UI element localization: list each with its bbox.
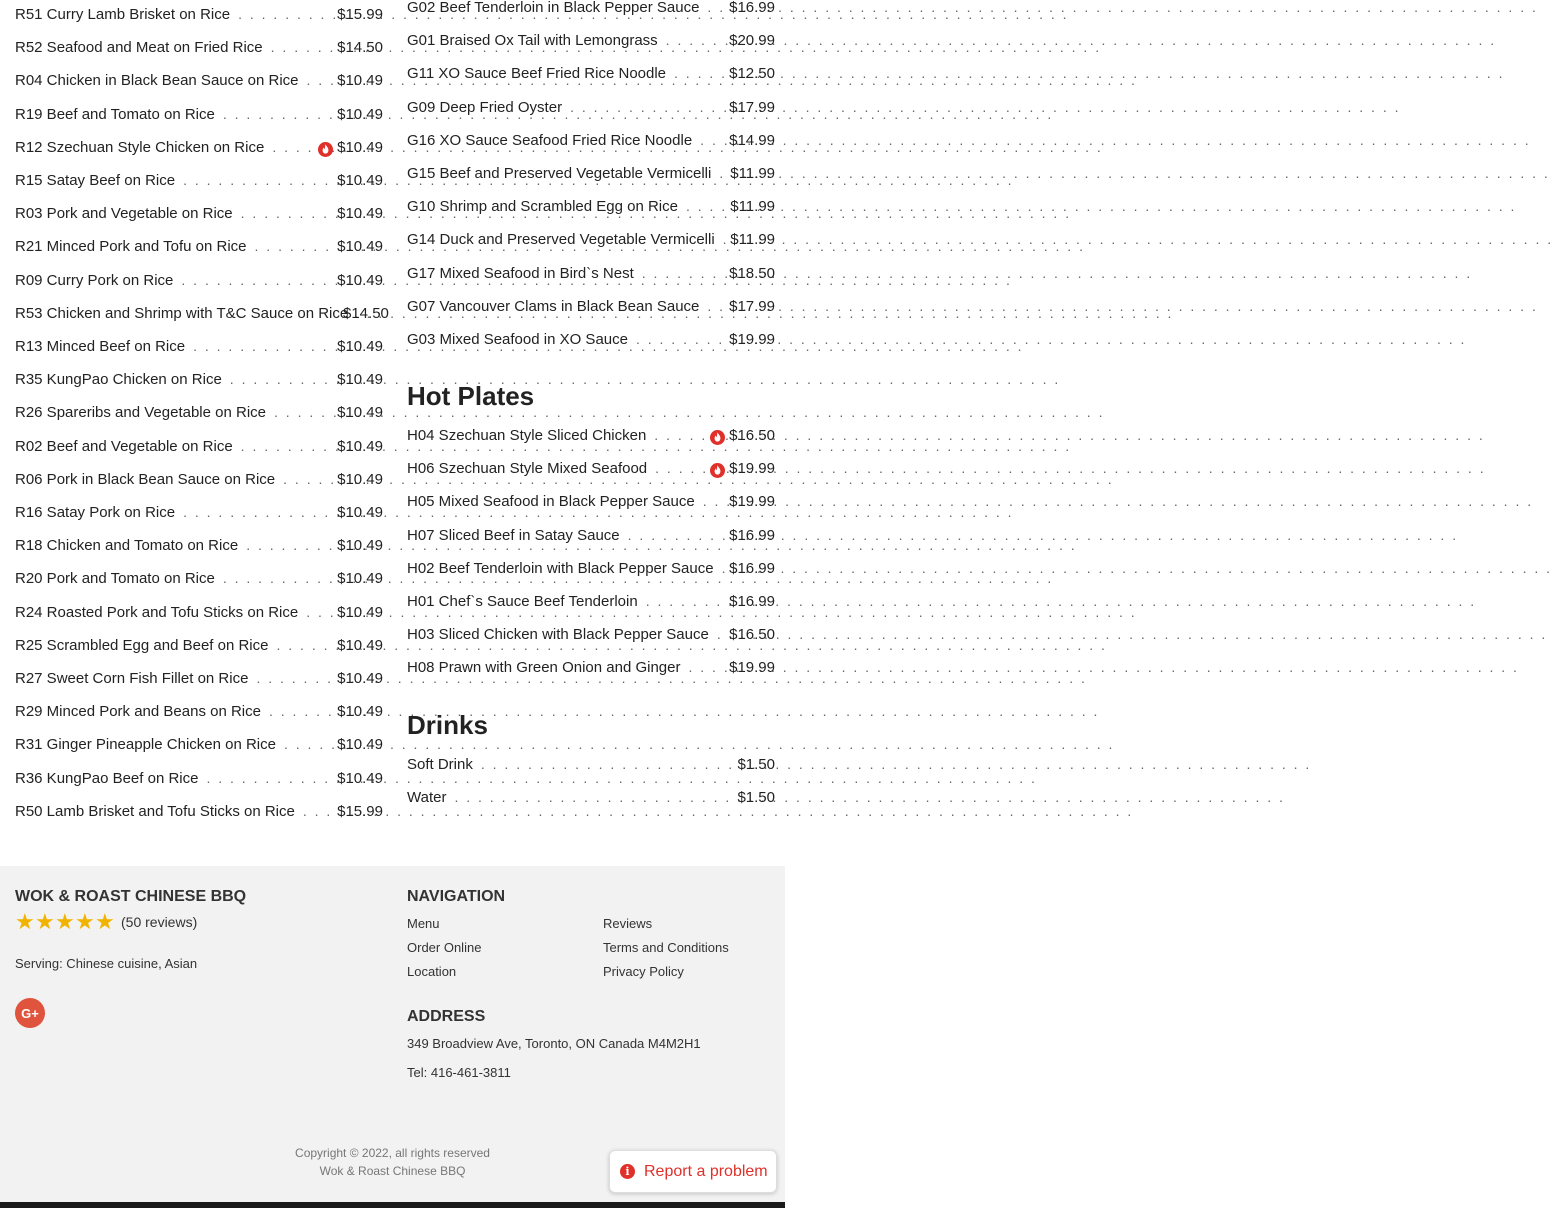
menu-item[interactable] — [15, 601, 383, 623]
hot-plate-item[interactable] — [407, 623, 775, 645]
menu-item[interactable] — [15, 3, 383, 25]
drinks-title: Drinks — [407, 710, 488, 740]
menu-item[interactable] — [15, 700, 383, 722]
menu-item[interactable] — [407, 62, 775, 84]
dot-leader — [298, 601, 337, 623]
dot-leader — [198, 767, 337, 789]
dot-leader — [658, 29, 729, 51]
item-price: $10.49 — [337, 338, 383, 355]
menu-area — [0, 0, 785, 866]
hot-plates-title: Hot Plates — [407, 381, 535, 411]
dot-leader — [247, 235, 338, 257]
item-name: G11 XO Sauce Beef Fried Rice Noodle — [407, 65, 667, 82]
dot-leader — [233, 202, 337, 224]
dot-leader — [711, 162, 730, 184]
item-price: $16.99 — [729, 593, 775, 610]
menu-item[interactable] — [15, 368, 383, 390]
menu-item[interactable] — [15, 733, 383, 755]
item-name: H08 Prawn with Green Onion and Ginger — [407, 659, 681, 676]
menu-item[interactable] — [407, 228, 775, 250]
item-price: $10.49 — [337, 703, 383, 720]
item-name: H04 Szechuan Style Sliced Chicken — [407, 427, 647, 444]
dot-leader — [215, 567, 337, 589]
item-price: $10.49 — [337, 471, 383, 488]
dot-leader — [185, 335, 337, 357]
item-price: $19.99 — [729, 460, 775, 477]
menu-item[interactable] — [407, 195, 775, 217]
menu-item[interactable] — [15, 103, 383, 125]
item-price: $15.99 — [337, 6, 383, 23]
item-price: $17.99 — [729, 298, 775, 315]
menu-item[interactable] — [407, 129, 775, 151]
item-name: H02 Beef Tenderloin with Black Pepper Sauce — [407, 560, 714, 577]
dot-leader — [295, 800, 337, 822]
item-price: $10.49 — [337, 604, 383, 621]
menu-item[interactable] — [15, 468, 383, 490]
item-name: R51 Curry Lamb Brisket on Rice — [15, 6, 231, 23]
menu-item[interactable] — [15, 269, 383, 291]
item-price: $10.49 — [337, 272, 383, 289]
item-name: G15 Beef and Preserved Vegetable Vermicelli — [407, 165, 712, 182]
dot-leader — [276, 733, 337, 755]
telephone — [407, 1065, 511, 1080]
item-name: H03 Sliced Chicken with Black Pepper Sauce — [407, 626, 709, 643]
report-problem-label: Report a problem — [644, 1162, 768, 1180]
dot-leader — [446, 786, 737, 808]
item-price: $1.50 — [737, 756, 775, 773]
dot-leader — [680, 656, 729, 678]
item-price: $10.49 — [337, 172, 383, 189]
nav-link-location[interactable]: Location — [407, 964, 457, 979]
item-price: $20.99 — [729, 32, 775, 49]
menu-item[interactable] — [15, 534, 383, 556]
restaurant-name: WOK & ROAST CHINESE BBQ — [15, 888, 247, 905]
dot-leader — [638, 590, 729, 612]
reviews-count[interactable]: (50 reviews) — [121, 914, 198, 930]
address-text[interactable]: 349 Broadview Ave, Toronto, ON Canada M4M2H1 — [407, 1036, 701, 1051]
item-price: $10.49 — [337, 139, 383, 156]
google-plus-icon[interactable]: G+ — [15, 998, 45, 1028]
hot-plate-item[interactable] — [407, 656, 775, 678]
menu-item[interactable] — [15, 435, 383, 457]
item-name: R36 KungPao Beef on Rice — [15, 770, 199, 787]
star-icon: ★ — [35, 909, 55, 934]
item-name: H01 Chef`s Sauce Beef Tenderloin — [407, 593, 638, 610]
item-name: H07 Sliced Beef in Satay Sauce — [407, 527, 620, 544]
hot-plate-item[interactable] — [407, 424, 775, 446]
item-price: $10.49 — [337, 770, 383, 787]
dot-leader — [695, 490, 729, 512]
item-name: R27 Sweet Corn Fish Fillet on Rice — [15, 670, 249, 687]
bottom-bar — [0, 1202, 785, 1208]
drink-item[interactable] — [407, 786, 775, 808]
dot-leader — [678, 195, 730, 217]
item-price: $12.50 — [729, 65, 775, 82]
dot-leader — [714, 557, 730, 579]
menu-item[interactable] — [15, 667, 383, 689]
dot-leader — [473, 753, 738, 775]
report-problem-button[interactable] — [609, 1150, 777, 1193]
dot-leader — [634, 262, 729, 284]
item-name: R24 Roasted Pork and Tofu Sticks on Rice — [15, 604, 299, 621]
item-price: $18.50 — [729, 265, 775, 282]
item-name: H06 Szechuan Style Mixed Seafood — [407, 460, 648, 477]
dot-leader — [238, 534, 337, 556]
star-icon: ★ — [95, 909, 115, 934]
dot-leader — [233, 435, 337, 457]
dot-leader — [275, 468, 337, 490]
hot-plate-item[interactable] — [407, 557, 775, 579]
item-name: R04 Chicken in Black Bean Sauce on Rice — [15, 72, 299, 89]
dot-leader — [562, 96, 729, 118]
item-price: $10.49 — [337, 570, 383, 587]
spicy-icon — [710, 430, 725, 445]
item-price: $16.99 — [729, 560, 775, 577]
item-name: R29 Minced Pork and Beans on Rice — [15, 703, 261, 720]
item-price: $17.99 — [729, 99, 775, 116]
item-name: G16 XO Sauce Seafood Fried Rice Noodle — [407, 132, 693, 149]
dot-leader — [175, 501, 337, 523]
rating — [15, 909, 198, 934]
dot-leader — [230, 3, 337, 25]
menu-item[interactable] — [15, 36, 383, 58]
item-name: R16 Satay Pork on Rice — [15, 504, 176, 521]
hot-plate-item[interactable] — [407, 590, 775, 612]
dot-leader — [266, 401, 337, 423]
hot-plate-item[interactable] — [407, 490, 775, 512]
nav-link-order-online[interactable]: Order Online — [407, 940, 482, 955]
info-icon: i — [620, 1164, 635, 1179]
nav-link-terms[interactable]: Terms and Conditions — [603, 940, 729, 955]
star-icon: ★ — [75, 909, 95, 934]
item-name: R31 Ginger Pineapple Chicken on Rice — [15, 736, 276, 753]
menu-item[interactable] — [15, 302, 389, 324]
item-price: $10.49 — [337, 670, 383, 687]
menu-item[interactable] — [15, 235, 383, 257]
item-price: $10.49 — [337, 72, 383, 89]
item-price: $10.49 — [337, 736, 383, 753]
item-price: $11.99 — [730, 231, 775, 248]
dot-leader — [647, 457, 708, 479]
item-name: R52 Seafood and Meat on Fried Rice — [15, 39, 263, 56]
copyright-text: Copyright © 2022, all rights reserved — [295, 1146, 490, 1160]
item-price: $11.99 — [730, 198, 775, 215]
dot-leader — [264, 136, 316, 158]
item-name: Water — [407, 789, 447, 806]
item-name: G07 Vancouver Clams in Black Bean Sauce — [407, 298, 700, 315]
item-name: R15 Satay Beef on Rice — [15, 172, 176, 189]
dot-leader — [263, 36, 337, 58]
item-name: R25 Scrambled Egg and Beef on Rice — [15, 637, 269, 654]
item-price: $15.99 — [337, 803, 383, 820]
item-price: $19.99 — [729, 331, 775, 348]
item-name: R02 Beef and Vegetable on Rice — [15, 438, 233, 455]
item-name: R20 Pork and Tomato on Rice — [15, 570, 215, 587]
item-name: R26 Spareribs and Vegetable on Rice — [15, 404, 267, 421]
item-price: $10.49 — [337, 504, 383, 521]
item-price: $10.49 — [337, 637, 383, 654]
dot-leader — [715, 228, 731, 250]
menu-item[interactable] — [407, 328, 775, 350]
menu-item[interactable] — [15, 401, 383, 423]
item-name: H05 Mixed Seafood in Black Pepper Sauce — [407, 493, 695, 510]
nav-link-menu[interactable]: Menu — [407, 916, 440, 931]
menu-item[interactable] — [15, 169, 383, 191]
item-name: R21 Minced Pork and Tofu on Rice — [15, 238, 247, 255]
menu-item[interactable] — [15, 767, 383, 789]
address-title: ADDRESS — [407, 1008, 486, 1025]
dot-leader — [248, 667, 337, 689]
phone-number[interactable]: 416-461-3811 — [430, 1065, 511, 1080]
hot-plate-item[interactable] — [407, 524, 775, 546]
menu-item[interactable] — [15, 634, 383, 656]
item-name: R50 Lamb Brisket and Tofu Sticks on Rice — [15, 803, 295, 820]
item-name: R06 Pork in Black Bean Sauce on Rice — [15, 471, 276, 488]
menu-item[interactable] — [15, 567, 383, 589]
item-price: $16.99 — [729, 0, 775, 16]
item-price: $16.50 — [729, 626, 775, 643]
dot-leader — [268, 634, 337, 656]
hot-plate-item[interactable] — [407, 457, 775, 479]
copyright-name: Wok & Roast Chinese BBQ — [319, 1164, 466, 1178]
dot-leader — [620, 524, 729, 546]
dot-leader — [215, 103, 337, 125]
item-name: R35 KungPao Chicken on Rice — [15, 371, 222, 388]
menu-item[interactable] — [15, 136, 383, 158]
spicy-icon — [710, 463, 725, 478]
menu-item[interactable] — [407, 262, 775, 284]
item-name: R18 Chicken and Tomato on Rice — [15, 537, 239, 554]
menu-item[interactable] — [15, 501, 383, 523]
item-name: G10 Shrimp and Scrambled Egg on Rice — [407, 198, 678, 215]
drink-item[interactable] — [407, 753, 775, 775]
item-name: G01 Braised Ox Tail with Lemongrass — [407, 32, 658, 49]
item-price: $10.49 — [337, 404, 383, 421]
tel-label: Tel: — [407, 1065, 428, 1080]
dot-leader — [666, 62, 729, 84]
menu-item[interactable] — [15, 800, 383, 822]
menu-item[interactable] — [407, 295, 775, 317]
menu-item[interactable] — [407, 0, 775, 18]
menu-item[interactable] — [407, 29, 775, 51]
item-name: R09 Curry Pork on Rice — [15, 272, 174, 289]
dot-leader — [173, 269, 337, 291]
item-price: $10.49 — [337, 238, 383, 255]
item-name: G03 Mixed Seafood in XO Sauce — [407, 331, 628, 348]
spicy-icon — [318, 142, 333, 157]
menu-item[interactable] — [15, 69, 383, 91]
dot-leader — [299, 69, 338, 91]
menu-item[interactable] — [15, 335, 383, 357]
item-name: G09 Deep Fried Oyster — [407, 99, 563, 116]
star-icon: ★ — [15, 909, 35, 934]
item-price: $10.49 — [337, 438, 383, 455]
item-price: $19.99 — [729, 659, 775, 676]
item-price: $10.49 — [337, 106, 383, 123]
item-name: R53 Chicken and Shrimp with T&C Sauce on Rice — [15, 305, 349, 322]
item-price: $10.49 — [337, 205, 383, 222]
footer — [0, 866, 785, 1208]
menu-item[interactable] — [15, 202, 383, 224]
item-price: $16.99 — [729, 527, 775, 544]
item-name: R13 Minced Beef on Rice — [15, 338, 186, 355]
star-icon: ★ — [55, 909, 75, 934]
dot-leader — [628, 328, 729, 350]
dot-leader — [699, 295, 729, 317]
item-price: $14.50 — [343, 305, 389, 322]
item-name: G17 Mixed Seafood in Bird`s Nest — [407, 265, 634, 282]
item-price: $14.99 — [729, 132, 775, 149]
item-name: R03 Pork and Vegetable on Rice — [15, 205, 233, 222]
dot-leader — [335, 302, 343, 324]
item-price: $14.50 — [337, 39, 383, 56]
serving-info: Serving: Chinese cuisine, Asian — [15, 956, 198, 971]
item-price: $19.99 — [729, 493, 775, 510]
item-name: Soft Drink — [407, 756, 473, 773]
dot-leader — [175, 169, 337, 191]
navigation-title: NAVIGATION — [407, 888, 506, 905]
item-price: $16.50 — [729, 427, 775, 444]
dot-leader — [692, 129, 729, 151]
dot-leader — [709, 623, 729, 645]
item-name: R12 Szechuan Style Chicken on Rice — [15, 139, 265, 156]
dot-leader — [699, 0, 729, 18]
menu-item[interactable] — [407, 162, 775, 184]
dot-leader — [261, 700, 337, 722]
nav-link-privacy[interactable]: Privacy Policy — [603, 964, 684, 979]
item-price: $1.50 — [737, 789, 775, 806]
item-price: $11.99 — [730, 165, 775, 182]
item-name: R19 Beef and Tomato on Rice — [15, 106, 215, 123]
item-price: $10.49 — [337, 371, 383, 388]
item-name: G02 Beef Tenderloin in Black Pepper Sauce — [407, 0, 700, 16]
item-name: G14 Duck and Preserved Vegetable Vermicelli — [407, 231, 715, 248]
dot-leader — [646, 424, 708, 446]
menu-item[interactable] — [407, 96, 775, 118]
nav-link-reviews[interactable]: Reviews — [603, 916, 653, 931]
item-price: $10.49 — [337, 537, 383, 554]
dot-leader — [222, 368, 337, 390]
